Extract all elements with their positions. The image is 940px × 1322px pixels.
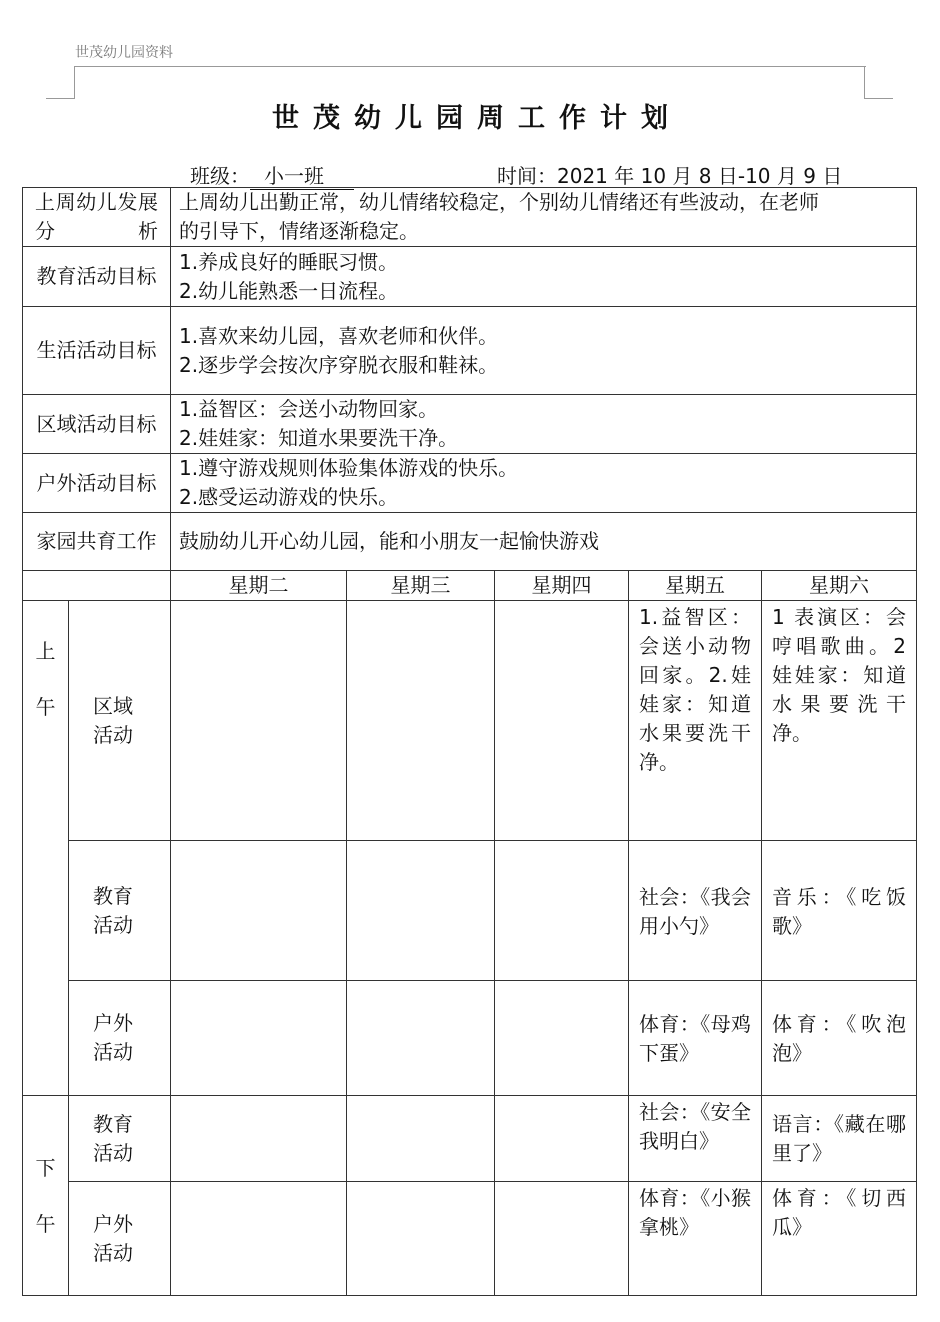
- schedule-cell: [495, 1182, 629, 1296]
- day-header: 星期五: [629, 571, 762, 601]
- goal-content: [171, 307, 917, 395]
- schedule-cell: [171, 601, 347, 841]
- schedule-row: [23, 841, 917, 981]
- goal-content: [171, 188, 917, 247]
- class-label: 班级：: [190, 164, 250, 188]
- header-rule: [75, 66, 866, 67]
- schedule-cell: [347, 1096, 495, 1182]
- schedule-cell: [495, 601, 629, 841]
- day-header: 星期六: [762, 571, 917, 601]
- schedule-row: [23, 1096, 917, 1182]
- goal-line: 1.益智区：会送小动物回家。: [179, 397, 439, 421]
- goal-label: 教育活动目标: [23, 247, 171, 307]
- schedule-cell-saturday: 体育：《切西瓜》: [762, 1182, 917, 1296]
- goal-line: 2.娃娃家：知道水果要洗干净。: [179, 426, 459, 450]
- document-header: 世茂幼儿园资料: [75, 45, 173, 61]
- class-info: [190, 160, 354, 190]
- schedule-cell-saturday: 音乐：《吃饭歌》: [762, 841, 917, 981]
- schedule-cell-friday: 社会：《安全我明白》: [629, 1096, 762, 1182]
- morning-label: 上午: [23, 601, 69, 1096]
- goal-label: 区域活动目标: [23, 395, 171, 454]
- activity-label: 户外活动: [69, 1182, 171, 1296]
- goal-row: [23, 513, 917, 571]
- page-title: 世茂幼儿园周工作计划: [272, 103, 682, 134]
- goal-content: [171, 247, 917, 307]
- schedule-cell-friday: 体育：《母鸡下蛋》: [629, 981, 762, 1096]
- goal-line: 上周幼儿出勤正常，幼儿情绪较稳定，个别幼儿情绪还有些波动，在老师: [179, 190, 819, 214]
- schedule-cell-saturday: 体育：《吹泡泡》: [762, 981, 917, 1096]
- schedule-cell-saturday: 1 表演区：会哼唱歌曲。2 娃娃家：知道水果要洗干净。: [762, 601, 917, 841]
- goal-row: [23, 188, 917, 247]
- weekly-plan-table: [22, 187, 917, 1296]
- goal-row: [23, 454, 917, 513]
- class-value: 小一班: [250, 160, 354, 190]
- afternoon-label: 下午: [23, 1096, 69, 1296]
- goal-line: 1.喜欢来幼儿园，喜欢老师和伙伴。: [179, 323, 499, 348]
- day-header: 星期四: [495, 571, 629, 601]
- crop-mark-right: [864, 66, 893, 99]
- schedule-row: [23, 601, 917, 841]
- schedule-cell: [347, 841, 495, 981]
- schedule-cell: [171, 1096, 347, 1182]
- activity-label: 区域活动: [69, 601, 171, 841]
- goal-content: [171, 513, 917, 571]
- schedule-cell-friday: 1.益智区：会送小动物回家。2.娃娃家：知道水果要洗干净。: [629, 601, 762, 841]
- goal-line: 1.养成良好的睡眠习惯。: [179, 249, 399, 274]
- goal-label: 生活活动目标: [23, 307, 171, 395]
- goal-label: 户外活动目标: [23, 454, 171, 513]
- schedule-cell: [495, 1096, 629, 1182]
- schedule-cell-friday: 体育：《小猴拿桃》: [629, 1182, 762, 1296]
- goal-label: 上周幼儿发展分析: [23, 188, 171, 247]
- goal-row: [23, 395, 917, 454]
- goal-line: 2.幼儿能熟悉一日流程。: [179, 278, 399, 303]
- schedule-cell-saturday: 语言：《藏在哪里了》: [762, 1096, 917, 1182]
- goal-content: [171, 454, 917, 513]
- schedule-cell: [495, 981, 629, 1096]
- schedule-cell-friday: 社会：《我会用小勺》: [629, 841, 762, 981]
- goal-row: [23, 307, 917, 395]
- schedule-cell: [171, 981, 347, 1096]
- schedule-cell: [495, 841, 629, 981]
- goal-line: 2.逐步学会按次序穿脱衣服和鞋袜。: [179, 352, 499, 377]
- schedule-cell: [171, 841, 347, 981]
- activity-label: 教育活动: [69, 841, 171, 981]
- day-header: 星期三: [347, 571, 495, 601]
- schedule-cell: [347, 981, 495, 1096]
- goal-line: 2.感受运动游戏的快乐。: [179, 485, 399, 509]
- goal-line: 的引导下，情绪逐渐稳定。: [179, 219, 419, 243]
- goal-label: 家园共育工作: [23, 513, 171, 571]
- crop-mark-left: [46, 66, 75, 99]
- schedule-row: [23, 1182, 917, 1296]
- blank-header-cell: [23, 571, 171, 601]
- activity-label: 户外活动: [69, 981, 171, 1096]
- activity-label: 教育活动: [69, 1096, 171, 1182]
- time-info: 时间：2021 年 10 月 8 日-10 月 9 日: [497, 164, 843, 188]
- schedule-cell: [171, 1182, 347, 1296]
- day-header-row: [23, 571, 917, 601]
- goal-line: 1.遵守游戏规则体验集体游戏的快乐。: [179, 456, 519, 480]
- day-header: 星期二: [171, 571, 347, 601]
- schedule-row: [23, 981, 917, 1096]
- schedule-cell: [347, 1182, 495, 1296]
- schedule-cell: [347, 601, 495, 841]
- goal-row: [23, 247, 917, 307]
- goal-line: 鼓励幼儿开心幼儿园，能和小朋友一起愉快游戏: [179, 529, 599, 553]
- goal-content: [171, 395, 917, 454]
